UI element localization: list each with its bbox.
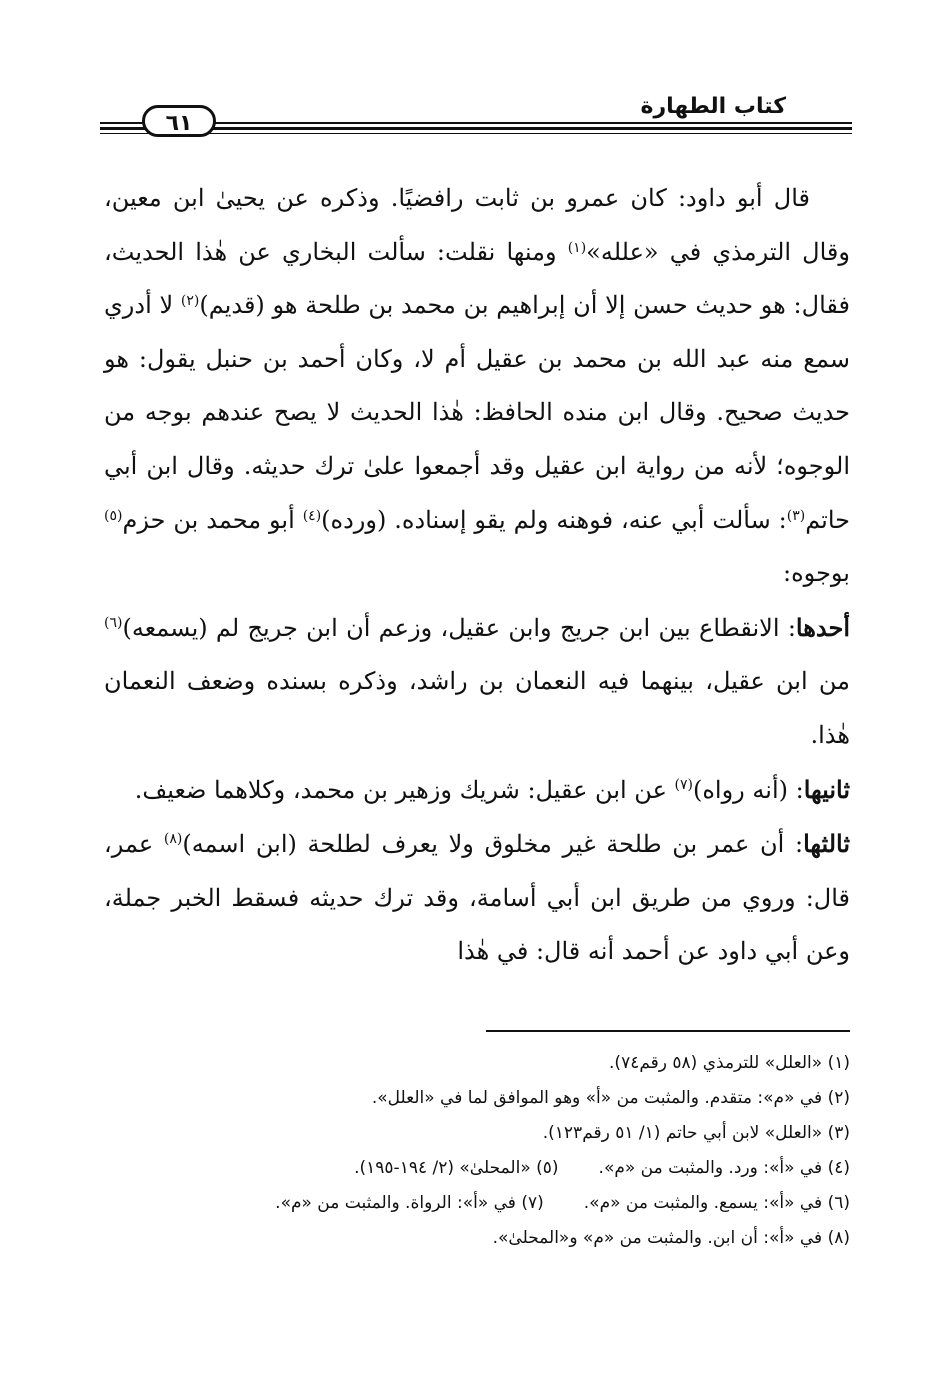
footnote-3: (٣) «العلل» لابن أبي حاتم (١/ ٥١ رقم١٢٣).	[542, 1123, 850, 1143]
main-text	[104, 172, 850, 979]
footnote-6: (٦) في «أ»: يسمع. والمثبت من «م».	[583, 1193, 850, 1213]
footnote-ref: (٣)	[786, 507, 806, 524]
footnote-ref: (٢)	[180, 293, 200, 310]
paragraph-1	[104, 172, 850, 601]
footnote-ref: (٦)	[104, 614, 123, 631]
footnote-7: (٧) في «أ»: الرواة. والمثبت من «م».	[275, 1193, 544, 1213]
paragraph-lead: ثانيها	[803, 774, 850, 804]
text-span: أبو محمد بن حزم	[122, 505, 303, 534]
text-span: : سألت أبي عنه، فوهنه ولم يقو إسناده. (ورده)	[321, 505, 787, 534]
footnote-ref: (٥)	[104, 507, 123, 524]
text-span: لا أدري سمع منه عبد الله بن محمد بن عقيل أم لا، وكان أحمد بن حنبل يقول: هو حديث صحيح. وقال ابن منده الحافظ: هٰذا الحديث لا يصح عندهم بوجه من الوجوه؛ لأنه من رواية ابن عقيل وقد أجمعوا علىٰ ترك حديثه. وقال ابن أبي حاتم	[104, 291, 850, 534]
footnote-ref: (٨)	[163, 831, 183, 848]
footnote-4: (٤) في «أ»: ورد. والمثبت من «م».	[598, 1158, 850, 1178]
footnotes	[104, 1046, 850, 1256]
footnote-line-6-7	[104, 1186, 850, 1221]
paragraph-2	[104, 601, 850, 763]
text-span: بوجوه:	[783, 559, 850, 588]
footnote-5: (٥) «المحلىٰ» (٢/ ١٩٤-١٩٥).	[354, 1158, 559, 1178]
footnote-separator	[486, 1030, 850, 1032]
footnote-1: (١) «العلل» للترمذي (٥٨ رقم٧٤).	[609, 1053, 850, 1073]
footnote-ref: (٤)	[302, 507, 322, 524]
page-number: ٦١	[142, 105, 216, 137]
text-span: : (أنه رواه)	[692, 775, 804, 804]
text-span: عمر، قال: وروي من طريق ابن أبي أسامة، وقد ترك حديثه فسقط الخبر جملة، وعن أبي داود عن أحمد أنه قال: في هٰذا	[104, 830, 850, 966]
paragraph-lead: ثالثها	[803, 829, 850, 859]
book-title: كتاب الطهارة	[640, 94, 786, 119]
footnote-8: (٨) في «أ»: أن ابن. والمثبت من «م» و«المحلىٰ».	[492, 1228, 850, 1248]
text-span: قال أبو داود: كان عمرو بن ثابت رافضيًا. وذكره عن يحيىٰ ابن معين، وقال الترمذي في «علله»	[104, 184, 850, 266]
footnote-2: (٢) في «م»: متقدم. والمثبت من «أ» وهو الموافق لما في «العلل».	[371, 1088, 850, 1108]
page-header	[100, 92, 852, 142]
text-span: من ابن عقيل، بينهما فيه النعمان بن راشد، وذكره بسنده وضعف النعمان هٰذا.	[104, 667, 850, 749]
footnote-line-4-5	[104, 1151, 850, 1186]
paragraph-3	[104, 763, 850, 818]
text-span: : أن عمر بن طلحة غير مخلوق ولا يعرف لطلحة (ابن اسمه)	[182, 830, 804, 859]
paragraph-lead: أحدها	[795, 612, 850, 642]
footnote-ref: (٧)	[674, 776, 693, 793]
text-span: ومنها نقلت: سألت البخاري عن هٰذا الحديث، فقال: هو حديث حسن إلا أن إبراهيم بن محمد بن طلحة هو (قديم)	[104, 237, 850, 320]
footnote-ref: (١)	[567, 239, 587, 256]
text-span: عن ابن عقيل: شريك وزهير بن محمد، وكلاهما ضعيف.	[134, 775, 675, 804]
paragraph-4	[104, 817, 850, 979]
header-rule	[100, 133, 852, 134]
text-span: : الانقطاع بين ابن جريج وابن عقيل، وزعم أن ابن جريج لم (يسمعه)	[122, 613, 796, 642]
